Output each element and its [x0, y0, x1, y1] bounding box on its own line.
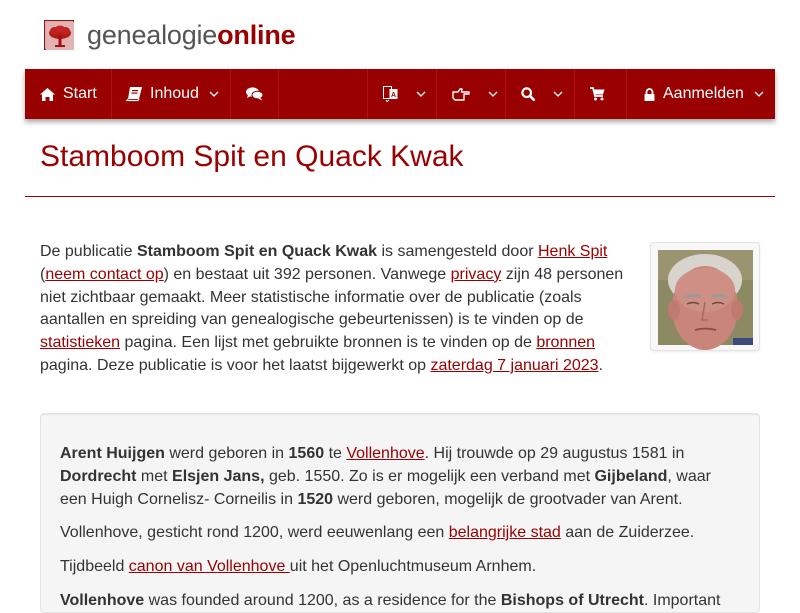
translate-icon: [383, 86, 398, 102]
description-paragraph-1: Arent Huijgen werd geboren in 1560 te Vollenhove. Hij trouwde op 29 augustus 1581 in Dordrecht met Elsjen Jans, geb. 1550. Zo is er mogelijk een verband met Gijbeland, waar een Huigh Cornelisz- Corneilis in 1520 werd geboren, mogelijk de grootvader van Arent.: [60, 445, 711, 508]
sources-link[interactable]: bronnen: [536, 334, 596, 352]
author-link[interactable]: Henk Spit: [538, 243, 608, 260]
chevron-down-icon: [488, 91, 498, 97]
nav-shop[interactable]: [575, 69, 627, 119]
author-photo: [658, 250, 753, 345]
book-icon: [127, 87, 142, 101]
nav-language[interactable]: [368, 69, 437, 119]
search-icon: [521, 87, 535, 101]
site-name: genealogieonline: [87, 19, 296, 50]
title-divider: [25, 196, 775, 197]
main-navbar: [25, 69, 775, 119]
chevron-down-icon: [754, 91, 764, 97]
chevron-down-icon: [416, 91, 426, 97]
nav-login-label: Aanmelden: [663, 85, 744, 102]
nav-forum[interactable]: [231, 69, 279, 119]
publication-name: Stamboom Spit en Quack Kwak: [136, 243, 378, 260]
nav-inhoud[interactable]: [112, 69, 231, 119]
page-title: Stamboom Spit en Quack Kwak: [40, 140, 464, 173]
cart-icon: [590, 87, 605, 101]
publication-intro: De publicatie Stamboom Spit en Quack Kwak is samengesteld door Henk Spit (neem contact op) en bestaat uit 392 personen. Vanwege privacy zijn 48 personen niet zichtbaar gemaakt. Meer statistische informatie over de publicatie (zoals aantallen en spreiding van genealogische gebeurtenissen) is te vinden op de statistieken pagina. Een lijst met gebruikte bronnen is te vinden op de bronnen pagina. Deze publicatie is voor het laatst bijgewerkt op zaterdag 7 januari 2023.: [40, 243, 624, 374]
tree-icon: [44, 20, 74, 50]
description-paragraph-2: Vollenhove, gesticht rond 1200, werd eeuwenlang een belangrijke stad aan de Zuiderzee.: [60, 524, 695, 541]
statistics-link[interactable]: statistieken: [40, 334, 121, 352]
home-icon: [40, 88, 55, 101]
site-logo[interactable]: [44, 18, 295, 52]
nav-start-label: Start: [63, 85, 97, 102]
belangrijke-stad-link[interactable]: belangrijke stad: [448, 524, 561, 541]
chevron-down-icon: [553, 91, 563, 97]
author-portrait[interactable]: [650, 242, 760, 351]
comments-icon: [246, 87, 263, 101]
nav-share[interactable]: [437, 69, 506, 119]
description-paragraph-3: Tijdbeeld canon van Vollenhove uit het Openluchtmuseum Arnhem.: [60, 558, 537, 575]
vollenhove-link[interactable]: Vollenhove: [346, 445, 425, 462]
description-paragraph-4: Vollenhove was founded around 1200, as a residence for the Bishops of Utrecht. Important: [60, 592, 721, 609]
lock-icon: [644, 88, 655, 101]
chevron-down-icon: [209, 91, 219, 97]
svg-text:A: A: [391, 92, 397, 99]
nav-login[interactable]: [627, 69, 775, 119]
nav-inhoud-label: Inhoud: [150, 85, 199, 102]
nav-search[interactable]: [506, 69, 575, 119]
canon-vollenhove-link[interactable]: canon van Vollenhove: [128, 558, 290, 575]
nav-start[interactable]: [25, 69, 112, 119]
privacy-link[interactable]: privacy: [450, 265, 502, 283]
publication-description: [40, 413, 760, 613]
hand-pointer-icon: [452, 88, 470, 101]
last-updated-link[interactable]: zaterdag 7 januari 2023: [430, 356, 599, 374]
contact-link[interactable]: neem contact op: [45, 265, 164, 283]
nav-spacer: [279, 69, 368, 119]
